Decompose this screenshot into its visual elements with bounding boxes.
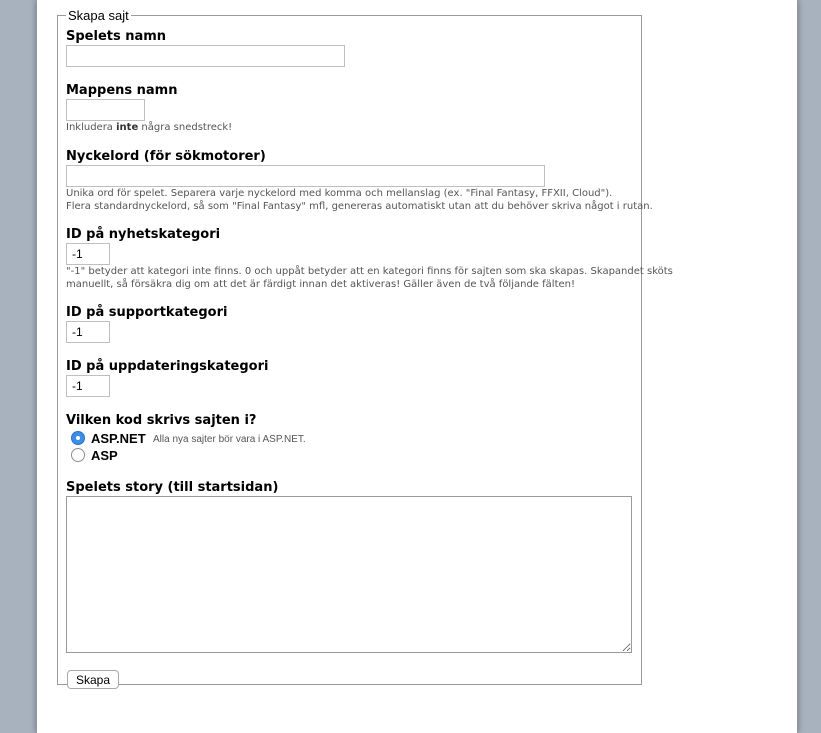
update-category-label: ID på uppdateringskategori	[66, 359, 269, 374]
update-category-input[interactable]	[66, 375, 110, 397]
radio-aspnet-note: Alla nya sajter bör vara i ASP.NET.	[153, 434, 306, 445]
folder-name-hint: Inkludera inte några snedstreck!	[66, 122, 233, 133]
story-textarea[interactable]	[66, 496, 632, 653]
folder-name-label: Mappens namn	[66, 83, 178, 98]
game-name-label: Spelets namn	[66, 29, 167, 44]
fieldset-legend: Skapa sajt	[68, 8, 129, 23]
keywords-hint-line1: Unika ord för spelet. Separera varje nyckelord med komma och mellanslag (ex. "Final Fantasy, FFXII, Cloud").	[66, 188, 613, 199]
keywords-hint-line2: Flera standardnyckelord, så som "Final Fantasy" mfl, genereras automatiskt utan att du behöver skriva något i rutan.	[66, 201, 653, 212]
radio-aspnet-label[interactable]: ASP.NET	[91, 431, 146, 446]
keywords-input[interactable]	[66, 165, 545, 187]
radio-asp[interactable]	[71, 448, 85, 462]
news-category-label: ID på nyhetskategori	[66, 227, 221, 242]
support-category-input[interactable]	[66, 321, 110, 343]
page-content	[36, 0, 798, 733]
news-category-hint-line2: manuellt, så försäkra dig om att det är färdigt innan det aktiveras! Gäller även de två följande fälten!	[66, 279, 575, 290]
radio-asp-label[interactable]: ASP	[91, 448, 118, 463]
code-language-label: Vilken kod skrivs sajten i?	[66, 413, 257, 428]
story-label: Spelets story (till startsidan)	[66, 480, 279, 495]
create-button[interactable]: Skapa	[67, 670, 119, 689]
news-category-input[interactable]	[66, 243, 110, 265]
game-name-input[interactable]	[66, 45, 345, 67]
keywords-label: Nyckelord (för sökmotorer)	[66, 149, 266, 164]
news-category-hint-line1: "-1" betyder att kategori inte finns. 0 och uppåt betyder att en kategori finns för sajten som ska skapas. Skapandet sköts	[66, 266, 673, 277]
support-category-label: ID på supportkategori	[66, 305, 228, 320]
folder-name-input[interactable]	[66, 99, 145, 121]
radio-aspnet[interactable]	[71, 431, 85, 445]
